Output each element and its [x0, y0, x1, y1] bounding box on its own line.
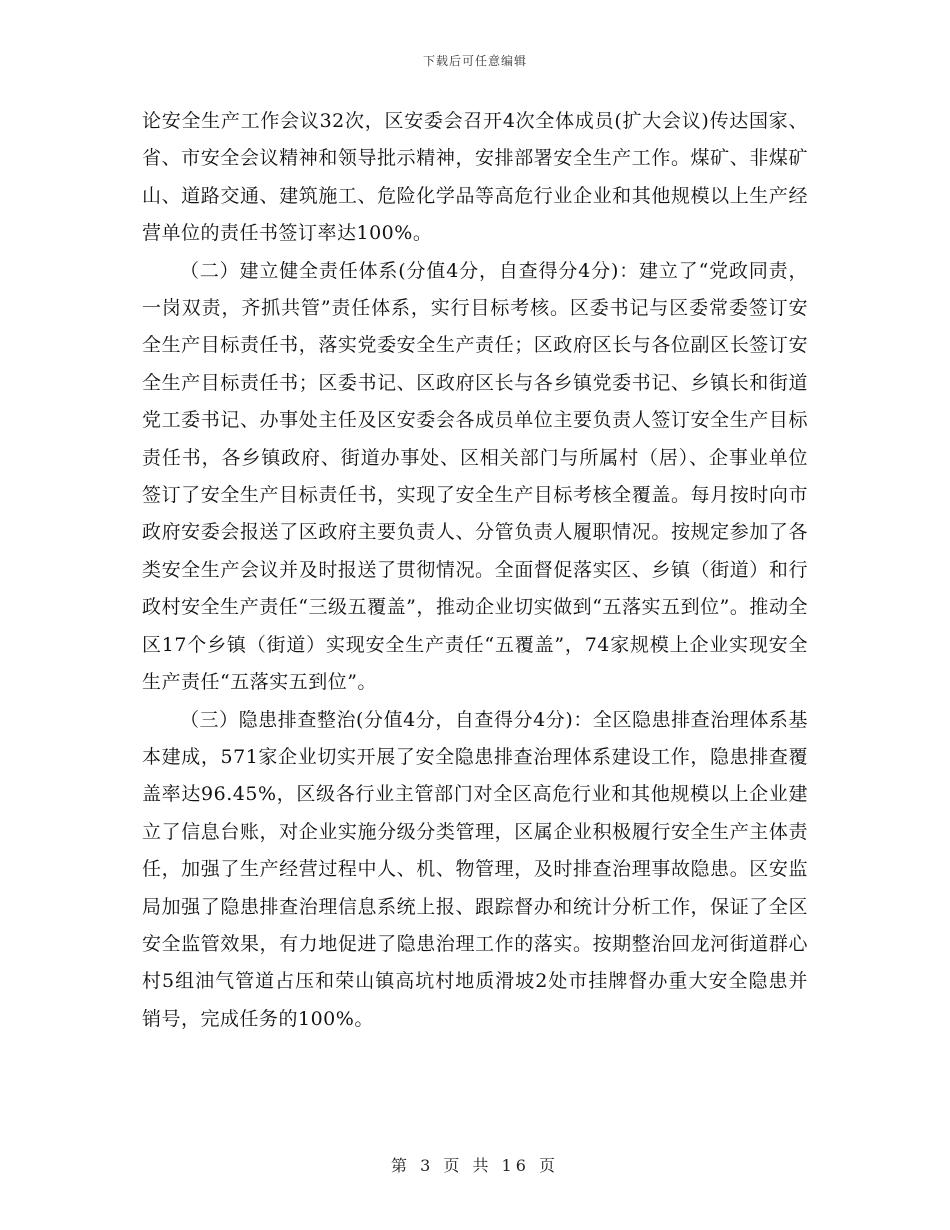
- paragraph-responsibility-system: （二）建立健全责任体系(分值4分，自查得分4分)：建立了“党政同责，一岗双责，齐抓共管”责任体系，实行目标考核。区委书记与区委常委签订安全生产目标责任书，落实党委安全生产责任；区政府区长与各位副区长签订安全生产目标责任书；区委书记、区政府区长与各乡镇党委书记、乡镇长和街道党工委书记、办事处主任及区安委会各成员单位主要负责人签订安全生产目标责任书，各乡镇政府、街道办事处、区相关部门与所属村（居）、企事业单位签订了安全生产目标责任书，实现了安全生产目标考核全覆盖。每月按时向市政府安委会报送了区政府主要负责人、分管负责人履职情况。按规定参加了各类安全生产会议并及时报送了贯彻情况。全面督促落实区、乡镇（街道）和行政村安全生产责任“三级五覆盖”，推动企业切实做到“五落实五到位”。推动全区17个乡镇（街道）实现安全生产责任“五覆盖”，74家规模上企业实现安全生产责任“五落实五到位”。: [142, 259, 808, 694]
- page-header-note: 下载后可任意编辑: [422, 54, 527, 68]
- paragraph-hazard-inspection: （三）隐患排查整治(分值4分，自查得分4分)：全区隐患排查治理体系基本建成，571家企业切实开展了安全隐患排查治理体系建设工作，隐患排查覆盖率达96.45%，区级各行业主管部门对全区高危行业和其他规模以上企业建立了信息台账，对企业实施分级分类管理，区属企业积极履行安全生产主体责任，加强了生产经营过程中人、机、物管理，及时排查治理事故隐患。区安监局加强了隐患排查治理信息系统上报、跟踪督办和统计分析工作，保证了全区安全监管效果，有力地促进了隐患治理工作的落实。按期整治回龙河街道群心村5组油气管道占压和荣山镇高坑村地质滑坡2处市挂牌督办重大安全隐患并销号，完成任务的100%。: [142, 708, 808, 1030]
- document-body: [142, 103, 808, 1038]
- paragraph-continuation: 论安全生产工作会议32次，区安委会召开4次全体成员(扩大会议)传达国家、省、市安全会议精神和领导批示精神，安排部署安全生产工作。煤矿、非煤矿山、道路交通、建筑施工、危险化学品等高危行业企业和其他规模以上生产经营单位的责任书签订率达100%。: [142, 110, 808, 245]
- page-number: 第 3 页 共 16 页: [391, 1156, 559, 1175]
